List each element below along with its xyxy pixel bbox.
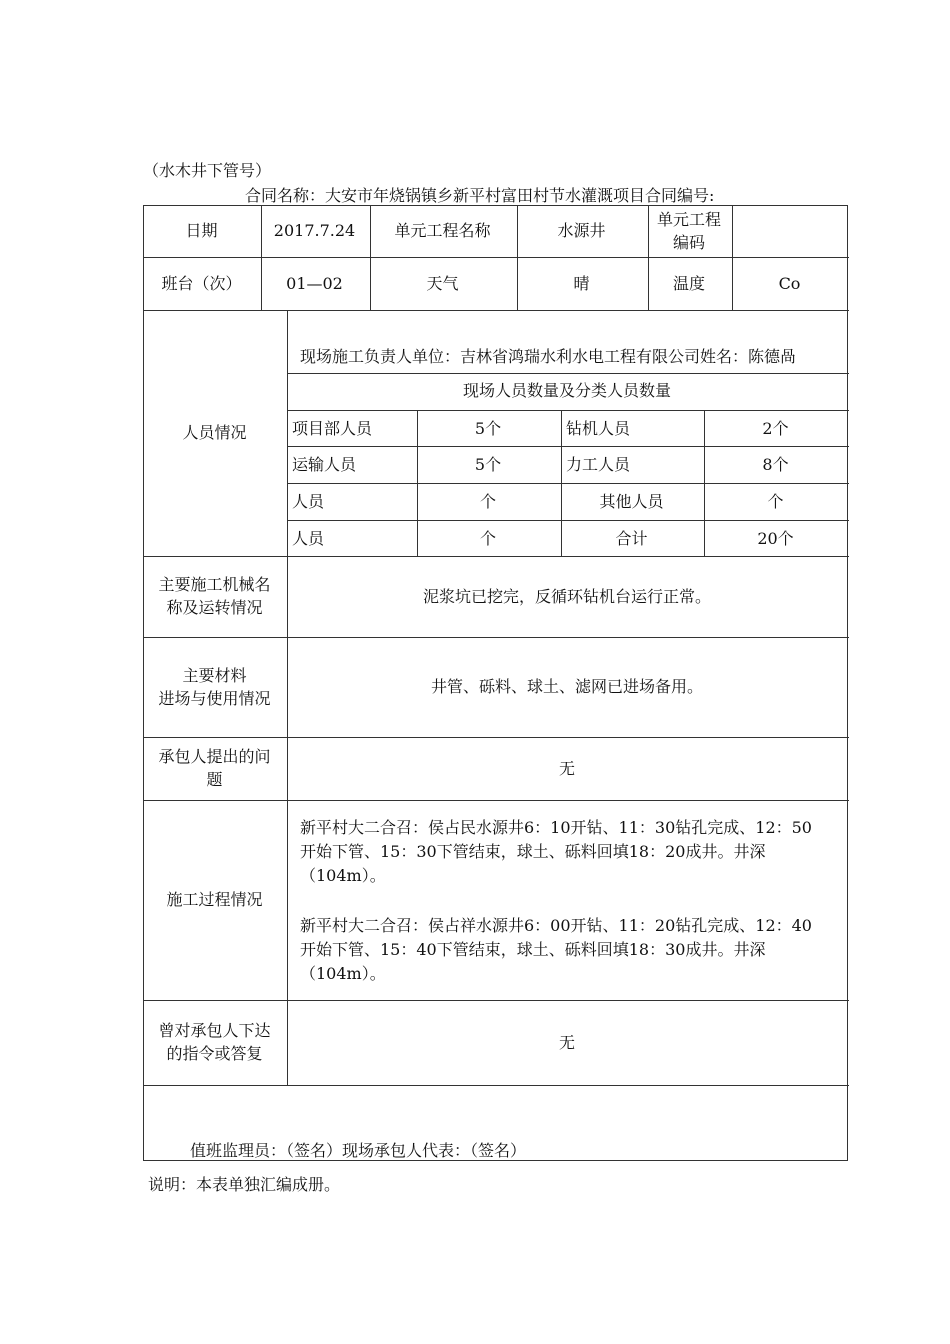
issues-value: 无 [558, 758, 575, 778]
personnel-cell: 个 [767, 492, 784, 511]
signature-line: 值班监理员：（签名）现场承包人代表：（签名） [190, 1141, 527, 1160]
personnel-cell: 人员 [292, 492, 325, 511]
materials-label-line1: 主要材料 [182, 665, 247, 685]
machinery-label [143, 556, 286, 636]
process-paragraph-1 [300, 816, 812, 888]
machinery-value: 泥浆坑已挖完，反循环钻机台运行正常。 [422, 586, 711, 606]
personnel-cell: 2个 [762, 418, 789, 438]
orders-label-line2: 的指令或答复 [166, 1044, 263, 1063]
temp-label: 温度 [672, 273, 705, 293]
weather-label: 天气 [426, 273, 459, 293]
process-line: （104m）。 [300, 866, 386, 885]
machinery-label-line1: 主要施工机械名 [158, 575, 271, 594]
process-paragraph-2 [300, 914, 812, 986]
materials-label-line2: 进场与使用情况 [158, 688, 271, 708]
process-line: （104m）。 [300, 964, 386, 983]
unit-code-label-line1: 单元工程 [656, 209, 721, 229]
issues-label [143, 737, 286, 799]
shift-label: 班台（次） [161, 273, 242, 293]
weather-value: 晴 [573, 273, 590, 293]
process-line: 开始下管、15：30下管结束，球土、砾料回填18：20成井。井深 [300, 842, 766, 861]
process-label: 施工过程情况 [166, 890, 263, 909]
personnel-cell: 力工人员 [566, 455, 631, 474]
unit-name-label: 单元工程名称 [394, 221, 491, 240]
materials-label [143, 637, 286, 736]
machinery-label-line2: 称及运转情况 [166, 598, 263, 617]
personnel-cell: 5个 [474, 418, 502, 438]
personnel-cell: 其他人员 [599, 492, 664, 511]
form-subtitle: （水木井下管号） [143, 161, 272, 180]
personnel-cell: 项目部人员 [292, 418, 373, 438]
unit-code-label [647, 205, 731, 256]
date-label: 日期 [185, 221, 218, 240]
shift-value: 01—02 [286, 273, 343, 293]
personnel-cell: 运输人员 [292, 455, 357, 474]
orders-value: 无 [558, 1032, 575, 1052]
process-line: 新平村大二合召：侯占祥水源井6：00开钻、11：20钻孔完成、12：40 [300, 916, 812, 935]
personnel-cell: 个 [479, 492, 496, 511]
issues-label-line1: 承包人提出的问 [158, 747, 271, 766]
unit-code-label-line2: 编码 [672, 232, 705, 252]
personnel-cell: 5个 [474, 455, 502, 474]
personnel-cell: 人员 [292, 528, 325, 548]
personnel-label: 人员情况 [182, 422, 247, 442]
personnel-cell: 合计 [615, 528, 648, 548]
site-responsible: 现场施工负责人单位：吉林省鸿瑞水利水电工程有限公司姓名：陈德咼 [300, 346, 797, 366]
orders-label [143, 1000, 286, 1084]
personnel-count-header: 现场人员数量及分类人员数量 [462, 381, 671, 400]
contract-line: 合同名称：大安市年烧锅镇乡新平村富田村节水灌溉项目合同编号: [245, 186, 715, 205]
footnote: 说明：本表单独汇编成册。 [148, 1175, 341, 1194]
process-line: 新平村大二合召：侯占民水源井6：10开钻、11：30钻孔完成、12：50 [300, 818, 812, 837]
process-line: 开始下管、15：40下管结束，球土、砾料回填18：30成井。井深 [300, 940, 766, 959]
orders-label-line1: 曾对承包人下达 [158, 1021, 271, 1040]
issues-label-line2: 题 [206, 770, 223, 789]
unit-name-value: 水源井 [557, 221, 606, 240]
personnel-cell: 20个 [757, 528, 794, 548]
personnel-cell: 个 [479, 528, 496, 548]
personnel-cell: 钻机人员 [566, 418, 631, 438]
temp-value: Co [778, 273, 801, 293]
personnel-cell: 8个 [762, 455, 789, 474]
materials-value: 井管、砾料、球土、滤网已进场备用。 [430, 677, 703, 696]
unit-code-value [731, 205, 848, 256]
date-value: 2017.7.24 [273, 221, 356, 240]
